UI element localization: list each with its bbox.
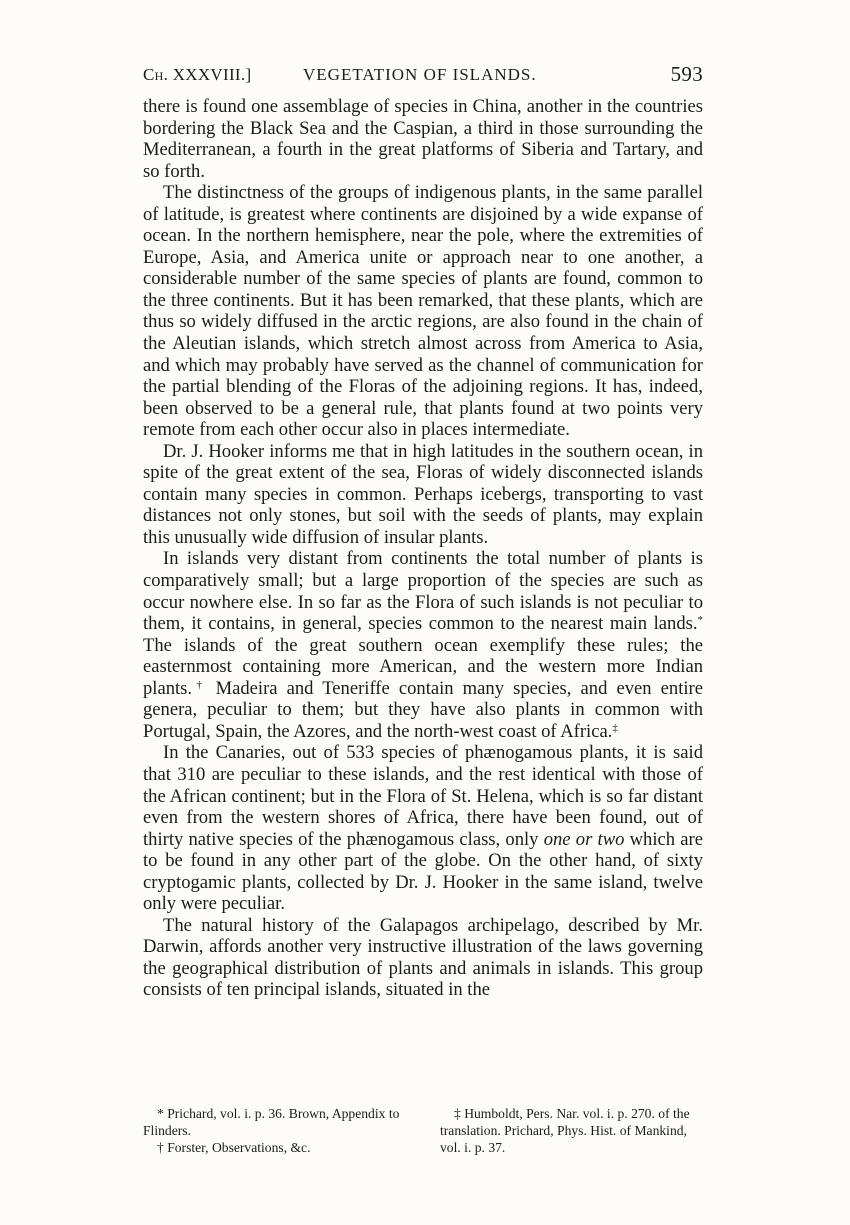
footnote-dagger: † Forster, Observations, &c.: [157, 1140, 311, 1155]
paragraph-3: Dr. J. Hooker informs me that in high latitudes in the southern ocean, in spite of the great extent of the sea, Floras of widely disconnected islands contain many species in common. Perhaps icebergs, transporting to vast distances not only stones, but soil with the seeds of plants, may explain this unusually wide diffusion of insular plants.: [143, 440, 703, 548]
paragraph-6: The natural history of the Galapagos archipelago, described by Mr. Darwin, affords another very instructive illustration of the laws governing the geographical distribution of plants and animals in islands. This group consists of ten principal islands, situated in the: [143, 914, 703, 1001]
body-text: [143, 96, 703, 1001]
paragraph-5-part-b: which are to be found in any other part of the globe. On the other hand, of sixty cryptogamic plants, collected by Dr. J. Hooker in the same island, twelve only were peculiar.: [143, 828, 703, 915]
footnote-double-dagger: ‡ Humboldt, Pers. Nar. vol. i. p. 270. of the translation. Prichard, Phys. Hist. of Mankind, vol. i. p. 37.: [440, 1106, 690, 1155]
paragraph-1: there is found one assemblage of species in China, another in the countries bordering the Black Sea and the Caspian, a third in those surrounding the Mediterranean, a fourth in the great platforms of Siberia and Tartary, and so forth.: [143, 96, 703, 182]
paragraph-4-part-a: In islands very distant from continents the total number of plants is comparatively small; but a large proportion of the species are such as occur nowhere else. In so far as the Flora of such islands is not peculiar to them, it contains, in general, species common to the nearest main lands.: [143, 548, 703, 635]
paragraph-5-part-a: In the Canaries, out of 533 species of phænogamous plants, it is said that 310 are peculiar to these islands, and the rest identical with those of the African continent; but in the Flora of St. Helena, which is so far distant even from the western shores of Africa, there have been found, out of thirty native species of the phænogamous class, only: [143, 742, 703, 850]
paragraph-5: [143, 742, 703, 914]
page-number: 593: [670, 62, 703, 86]
paragraph-4-part-b: The islands of the great southern ocean exemplify these rules; the easternmost containing more American, and the western more Indian plants.: [143, 634, 703, 699]
paragraph-4: [143, 548, 703, 742]
footnote-ref-dagger: †: [192, 678, 207, 691]
footnotes-right-column: [440, 1105, 703, 1156]
paragraph-4-part-c: Madeira and Teneriffe contain many species, and even entire genera, peculiar to them; but they have also plants in common with Portugal, Spain, the Azores, and the north-west coast of Africa.: [143, 677, 704, 742]
footnotes-left-column: [143, 1105, 423, 1156]
footnotes: [143, 1105, 703, 1165]
running-title: VEGETATION OF ISLANDS.: [303, 65, 537, 84]
running-header: [143, 62, 703, 88]
paragraph-2: The distinctness of the groups of indigenous plants, in the same parallel of latitude, is greatest where continents are disjoined by a wide expanse of ocean. In the northern hemisphere, near the pole, where the extremities of Europe, Asia, and America unite or approach near to one another, a considerable number of the same species of plants are found, common to the three continents. But it has been remarked, that these plants, which are thus so widely diffused in the arctic regions, are also found in the chain of the Aleutian islands, which stretch almost across from America to Asia, and which may probably have served as the channel of communication for the partial blending of the Floras of the adjoining regions. It has, indeed, been observed to be a general rule, that plants found at two points very remote from each other occur also in places intermediate.: [143, 182, 703, 441]
paragraph-5-emphasis: one or two: [543, 828, 625, 850]
footnote-ref-double-dagger: ‡: [612, 721, 618, 734]
chapter-label: Ch. XXXVIII.]: [143, 65, 252, 84]
footnote-star: * Prichard, vol. i. p. 36. Brown, Appendix to Flinders.: [143, 1106, 400, 1138]
footnote-ref-star: *: [697, 614, 703, 627]
